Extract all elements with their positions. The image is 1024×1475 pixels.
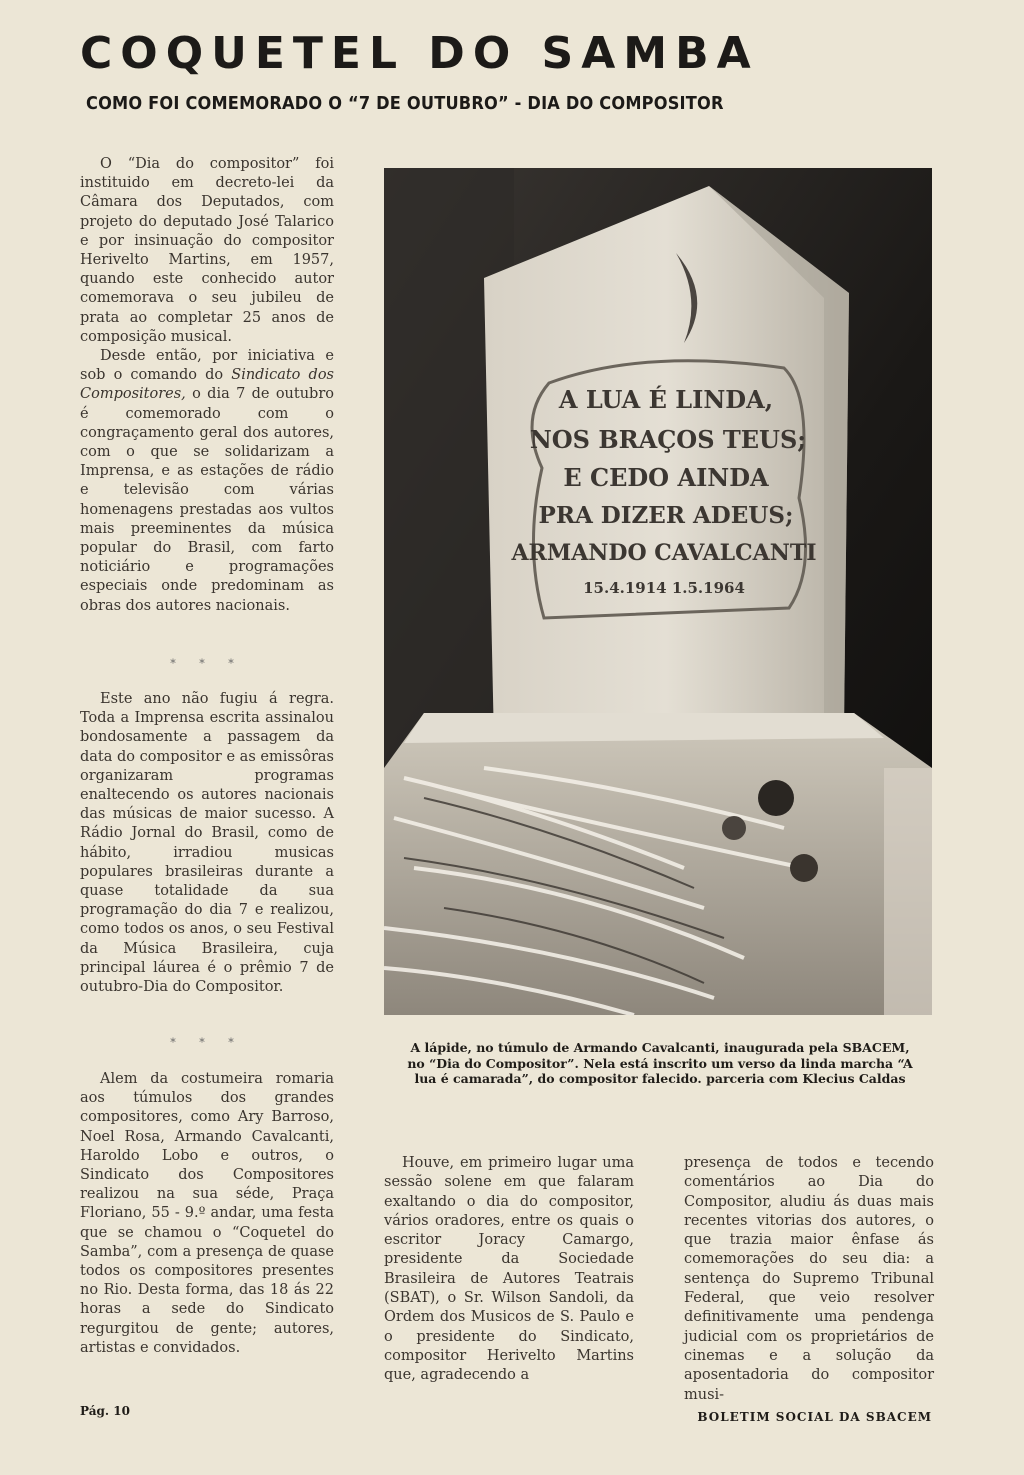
inscription-line-6: 15.4.1914 1.5.1964	[583, 579, 745, 597]
photo-caption: A lápide, no túmulo de Armando Cavalcanti, inaugurada pela SBACEM, no “Dia do Compositor”. Nela está inscrito um verso da linda marcha “A lua é camarada”, do compositor falecido. parceria com Klecius Caldas	[407, 1040, 913, 1086]
page-subtitle: COMO FOI COMEMORADO O “7 DE OUTUBRO” - DIA DO COMPOSITOR	[86, 93, 724, 114]
tombstone-illustration	[384, 168, 932, 1015]
right-column	[684, 1154, 934, 1405]
page-number: Pág. 10	[80, 1404, 130, 1418]
left-column-middle	[80, 690, 334, 997]
separator-2: * * *	[170, 1036, 244, 1049]
tombstone-photo	[384, 168, 932, 1015]
page-title: COQUETEL DO SAMBA	[80, 28, 759, 79]
left-column-bottom	[80, 1070, 334, 1358]
paragraph-2-end: o dia 7 de outubro é comemorado com o congraçamento geral dos autores, com o que se solidarizam a Imprensa, e as estações de rádio e televisão com várias homenagens prestadas aos vultos mais preeminentes da música popular do Brasil, com farto noticiário e programações especiais onde predominam as obras dos autores nacionais.	[80, 386, 334, 614]
middle-column	[384, 1154, 634, 1386]
paragraph-3: Este ano não fugiu á regra. Toda a Imprensa escrita assinalou bondosamente a passagem da data do compositor e as emissôras organizaram programas enaltecendo os autores nacionais das músicas de maior sucesso. A Rádio Jornal do Brasil, como de hábito, irradiou musicas populares brasileiras durante a quase totalidade da sua programação do dia 7 e realizou, como todos os anos, o seu Festival da Música Brasileira, cuja principal láurea é o prêmio 7 de outubro-Dia do Compositor.	[80, 691, 334, 996]
inscription-line-5: ARMANDO CAVALCANTI	[511, 540, 817, 566]
right-paragraph: presença de todos e tecendo comentários ao Dia do Compositor, aludiu ás duas mais recentes vitorias dos autores, o que trazia maior ênfase ás comemorações do seu dia: a sentença do Supremo Tribunal Federal, que veio resolver definitivamente uma pendenga judicial com os proprietários de cinemas e a solução da aposentadoria do compositor musi-	[684, 1155, 934, 1403]
paragraph-4: Alem da costumeira romaria aos túmulos dos grandes compositores, como Ary Barroso, Noel Rosa, Armando Cavalcanti, Haroldo Lobo e outros, o Sindicato dos Compositores realizou na sua séde, Praça Floriano, 55 - 9.º andar, uma festa que se chamou o “Coquetel do Samba”, com a presença de quase todos os compositores presentes no Rio. Desta forma, das 18 ás 22 horas a sede do Sindicato regurgitou de gente; autores, artistas e convidados.	[80, 1071, 334, 1356]
inscription-line-2: NOS BRAÇOS TEUS;	[529, 425, 807, 454]
inscription-line-4: PRA DIZER ADEUS;	[538, 502, 794, 529]
paragraph-2-italic: Sindicato dos Compositores,	[80, 367, 334, 403]
paragraph-2-start: Desde então, por iniciativa e sob o comando do	[80, 348, 334, 384]
publication-name: BOLETIM SOCIAL DA SBACEM	[697, 1410, 932, 1424]
paragraph-2	[80, 347, 334, 616]
inscription-line-3: E CEDO AINDA	[563, 463, 769, 492]
paragraph-1: O “Dia do compositor” foi instituido em decreto-lei da Câmara dos Deputados, com projeto do deputado José Talarico e por insinuação do compositor Herivelto Martins, em 1957, quando este conhecido autor comemorava o seu jubileu de prata ao completar 25 anos de composição musical.	[80, 156, 334, 345]
flower-bloom-icon	[758, 780, 794, 816]
left-column-top	[80, 155, 334, 616]
middle-paragraph: Houve, em primeiro lugar uma sessão solene em que falaram exaltando o dia do compositor, vários oradores, entre os quais o escritor Joracy Camargo, presidente da Sociedade Brasileira de Autores Teatrais (SBAT), o Sr. Wilson Sandoli, da Ordem dos Musicos de S. Paulo e o presidente do Sindicato, compositor Herivelto Martins que, agradecendo a	[384, 1155, 634, 1384]
inscription-line-1: A LUA É LINDA,	[558, 385, 774, 414]
separator-1: * * *	[170, 657, 244, 670]
